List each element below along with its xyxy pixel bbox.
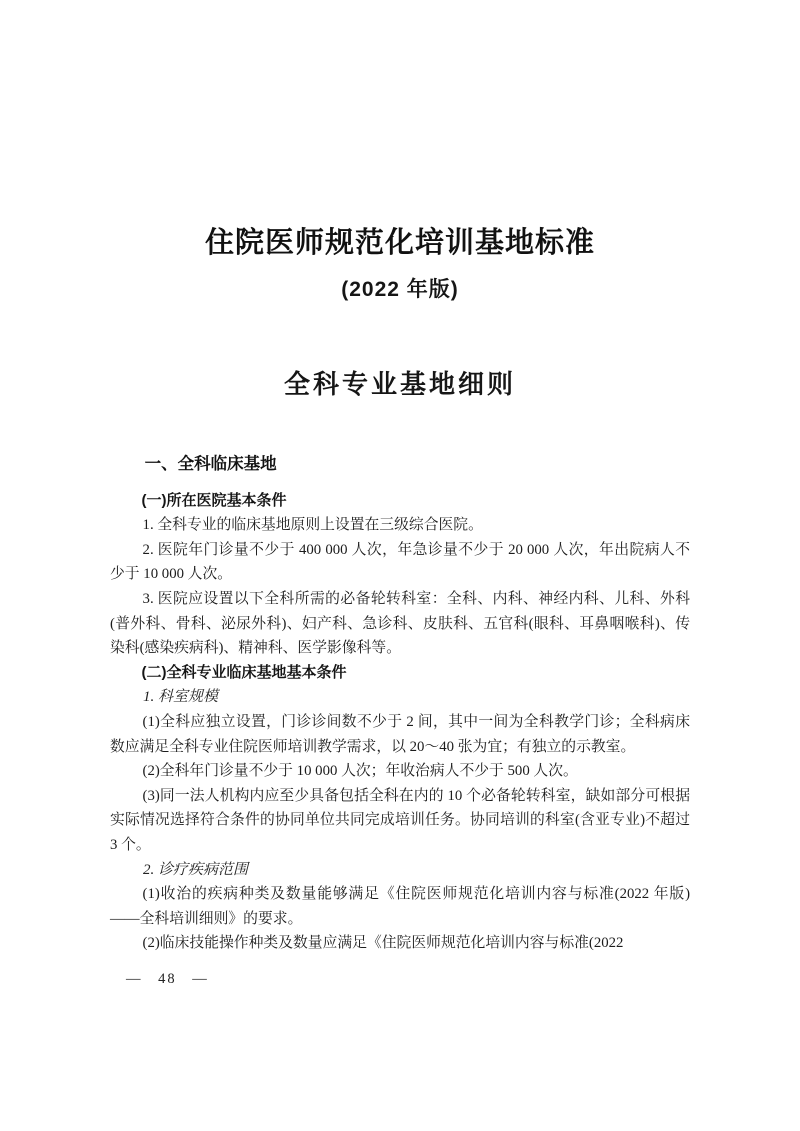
paragraph: 1. 全科专业的临床基地原则上设置在三级综合医院。 (142, 517, 483, 534)
paragraph: (2)临床技能操作种类及数量应满足《住院医师规范化培训内容与标准(2022 (142, 935, 624, 952)
section-heading: 一、全科临床基地 (144, 454, 277, 473)
subsection-heading: (二)全科专业临床基地基本条件 (141, 663, 347, 681)
paragraph: (3)同一法人机构内应至少具备包括全科在内的 10 个必备轮转科室，缺如部分可根据实际情况选择符合条件的协同单位共同完成培训任务。协同培训的科室(含亚专业)不超过 3 个。 (110, 787, 690, 853)
paragraph: (2)全科年门诊量不少于 10 000 人次；年收治病人不少于 500 人次。 (142, 763, 578, 780)
item-heading: 2. 诊疗疾病范围 (143, 861, 249, 878)
paragraph: 3. 医院应设置以下全科所需的必备轮转科室：全科、内科、神经内科、儿科、外科(普外科、骨科、泌尿外科)、妇产科、急诊科、皮肤科、五官科(眼科、耳鼻咽喉科)、传染科(感染疾病科)、精神科、医学影像科等。 (110, 590, 690, 657)
document-edition-line: (2022 年版) (341, 278, 459, 301)
page-number: — 48 — (126, 971, 209, 987)
paragraph: (1)收治的疾病种类及数量能够满足《住院医师规范化培训内容与标准(2022 年版)——全科培训细则》的要求。 (110, 886, 690, 927)
document-body (110, 452, 690, 956)
paragraph: 2. 医院年门诊量不少于 400 000 人次，年急诊量不少于 20 000 人次，年出院病人不少于 10 000 人次。 (110, 541, 690, 583)
document-subtitle: 全科专业基地细则 (283, 369, 516, 399)
document-main-title: 住院医师规范化培训基地标准 (204, 227, 595, 259)
subsection-heading: (一)所在医院基本条件 (141, 491, 287, 509)
item-heading: 1. 科室规模 (143, 689, 219, 706)
paragraph: (1)全科应独立设置，门诊诊间数不少于 2 间，其中一间为全科教学门诊；全科病床数应满足全科专业住院医师培训教学需求，以 20～40 张为宜；有独立的示教室。 (110, 713, 690, 755)
